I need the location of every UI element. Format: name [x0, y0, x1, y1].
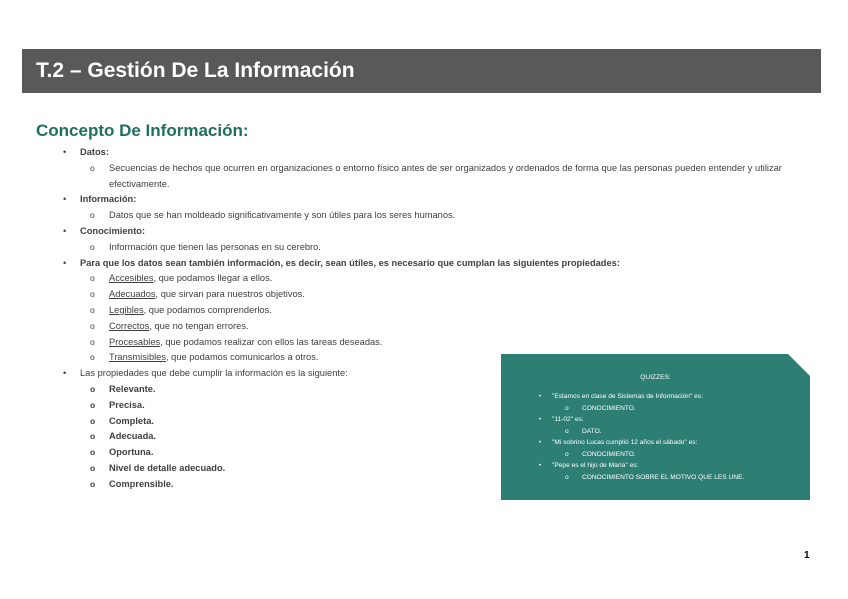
requirement-item: o Nivel de detalle adecuado.: [80, 461, 830, 477]
section-heading: Concepto De Información:: [36, 121, 249, 140]
quiz-answer: o CONOCIMIENTO.: [552, 449, 804, 461]
quiz-answer: o CONOCIMIENTO SOBRE EL MOTIVO QUE LES UNE.: [552, 472, 804, 484]
list-item-conocimiento: [60, 224, 830, 256]
term-conocimiento: Conocimiento:: [80, 225, 146, 236]
quiz-list: [539, 391, 804, 483]
term-datos: Datos:: [80, 147, 109, 157]
quiz-question: • "Pepe es el hijo de María" es: o CONOCIMIENTO SOBRE EL MOTIVO QUE LES UNE.: [539, 460, 804, 483]
property-item: o Procesables, que podamos realizar con ellos las tareas deseadas.: [80, 335, 830, 351]
property-item: o Adecuados, que sirvan para nuestros objetivos.: [80, 287, 830, 303]
term-informacion: Información:: [80, 194, 137, 205]
definition-conocimiento: o Información que tienen las personas en su cerebro.: [80, 240, 830, 256]
property-item: o Correctos, que no tengan errores.: [80, 319, 830, 335]
requirement-item: o Completa.: [80, 414, 830, 430]
list-item-datos: [60, 145, 830, 192]
quiz-title: QUIZZES:: [640, 374, 671, 381]
properties-intro: Para que los datos sean también información, es decir, sean útiles, es necesario que cumplan las siguientes propiedades:: [80, 257, 620, 268]
quiz-answer: o DATO.: [552, 426, 804, 438]
requirements-intro: Las propiedades que debe cumplir la información es la siguiente:: [80, 368, 348, 379]
quiz-answer: o CONOCIMIENTO.: [552, 403, 804, 415]
requirement-item: o Relevante.: [80, 382, 830, 398]
requirement-item: o Comprensible.: [80, 477, 830, 493]
property-item: o Legibles, que podamos comprenderlos.: [80, 303, 830, 319]
quiz-callout: [501, 354, 810, 500]
property-item: o Accesibles, que podamos llegar a ellos.: [80, 271, 830, 287]
requirement-item: o Precisa.: [80, 398, 830, 414]
requirement-item: o Adecuada.: [80, 429, 830, 445]
page-title: T.2 – Gestión De La Información: [36, 59, 355, 82]
quiz-question: • "Mi sobrino Lucas cumplió 12 años el sábado" es: o CONOCIMIENTO.: [539, 437, 804, 460]
property-item: o Transmisibles, que podamos comunicarlos a otros.: [80, 350, 830, 366]
requirement-item: o Oportuna.: [80, 445, 830, 461]
title-bar: [22, 49, 821, 93]
quiz-question: • "Estamos en clase de Sistemas de Información" es: o CONOCIMIENTO.: [539, 391, 804, 414]
quiz-question: • "11-02" es: o DATO.: [539, 414, 804, 437]
properties-list: [80, 271, 830, 366]
list-item-informacion: [60, 192, 830, 224]
definition-datos: o Secuencias de hechos que ocurren en organizaciones o entorno físico antes de ser organizados y ordenados de forma que las personas pueden entender y utilizar efectivamente.: [80, 161, 830, 193]
list-item-properties: [60, 256, 830, 367]
page-number: 1: [804, 550, 810, 561]
definition-informacion: o Datos que se han moldeado significativamente y son útiles para los seres humanos.: [80, 208, 830, 224]
